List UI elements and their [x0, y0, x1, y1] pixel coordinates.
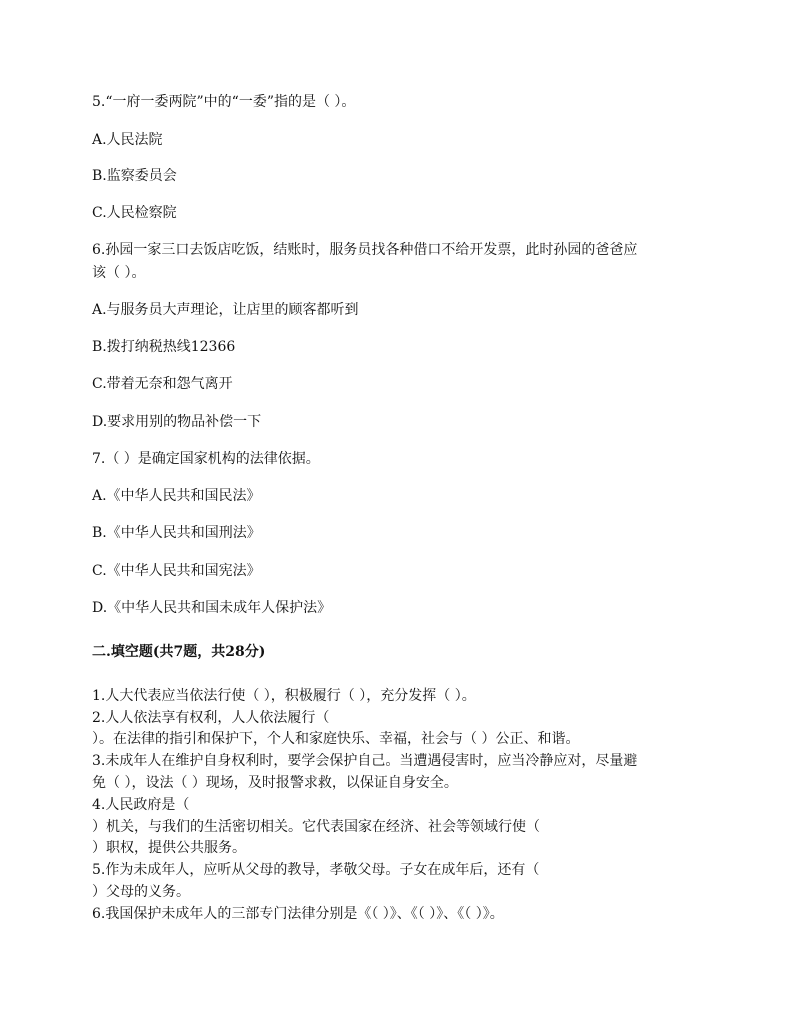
fill-line-8: ）职权，提供公共服务。 — [92, 840, 246, 856]
question-5-option-c: C.人民检察院 — [92, 205, 177, 221]
question-6-option-d: D.要求用别的物品补偿一下 — [92, 414, 262, 430]
question-6-option-a: A.与服务员大声理论，让店里的顾客都听到 — [92, 302, 359, 318]
section-title-fill-blank: 二.填空题(共7题，共28分) — [92, 644, 266, 660]
question-7-option-d: D.《中华人民共和国未成年人保护法》 — [92, 600, 332, 616]
question-6-option-b: B.拨打纳税热线12366 — [92, 339, 236, 355]
question-7-option-c: C.《中华人民共和国宪法》 — [92, 563, 261, 579]
fill-line-3: ）。在法律的指引和保护下，个人和家庭快乐、幸福，社会与（ ）公正、和谐。 — [92, 731, 580, 747]
question-6-stem-line-1: 6.孙园一家三口去饭店吃饭，结账时，服务员找各种借口不给开发票，此时孙园的爸爸应 — [92, 242, 638, 258]
fill-line-2: 2.人人依法享有权利，人人依法履行（ — [92, 710, 330, 726]
question-7-option-b: B.《中华人民共和国刑法》 — [92, 525, 261, 541]
fill-line-5: 免（ ），设法（ ）现场，及时报警求救，以保证自身安全。 — [92, 775, 458, 791]
fill-line-4: 3.未成年人在维护自身权利时，要学会保护自己。当遭遇侵害时，应当冷静应对，尽量避 — [92, 753, 638, 769]
question-6-option-c: C.带着无奈和怨气离开 — [92, 376, 233, 392]
question-5-stem: 5.“一府一委两院”中的“一委”指的是（ ）。 — [92, 94, 356, 110]
question-5-option-b: B.监察委员会 — [92, 168, 177, 184]
fill-line-6: 4.人民政府是（ — [92, 797, 190, 813]
fill-line-10: ）父母的义务。 — [92, 884, 190, 900]
question-6-stem-line-2: 该（ ）。 — [92, 265, 146, 281]
fill-line-1: 1.人大代表应当依法行使（ ），积极履行（ ），充分发挥（ ）。 — [92, 688, 476, 704]
fill-line-9: 5.作为未成年人，应听从父母的教导，孝敬父母。子女在成年后，还有（ — [92, 862, 540, 878]
question-7-option-a: A.《中华人民共和国民法》 — [92, 488, 261, 504]
fill-line-7: ）机关，与我们的生活密切相关。它代表国家在经济、社会等领域行使（ — [92, 819, 540, 835]
question-7-stem: 7.（ ）是确定国家机构的法律依据。 — [92, 451, 320, 467]
question-5-option-a: A.人民法院 — [92, 132, 163, 148]
fill-line-11: 6.我国保护未成年人的三部专门法律分别是《（ ）》、《（ ）》、《（ ）》。 — [92, 906, 504, 922]
